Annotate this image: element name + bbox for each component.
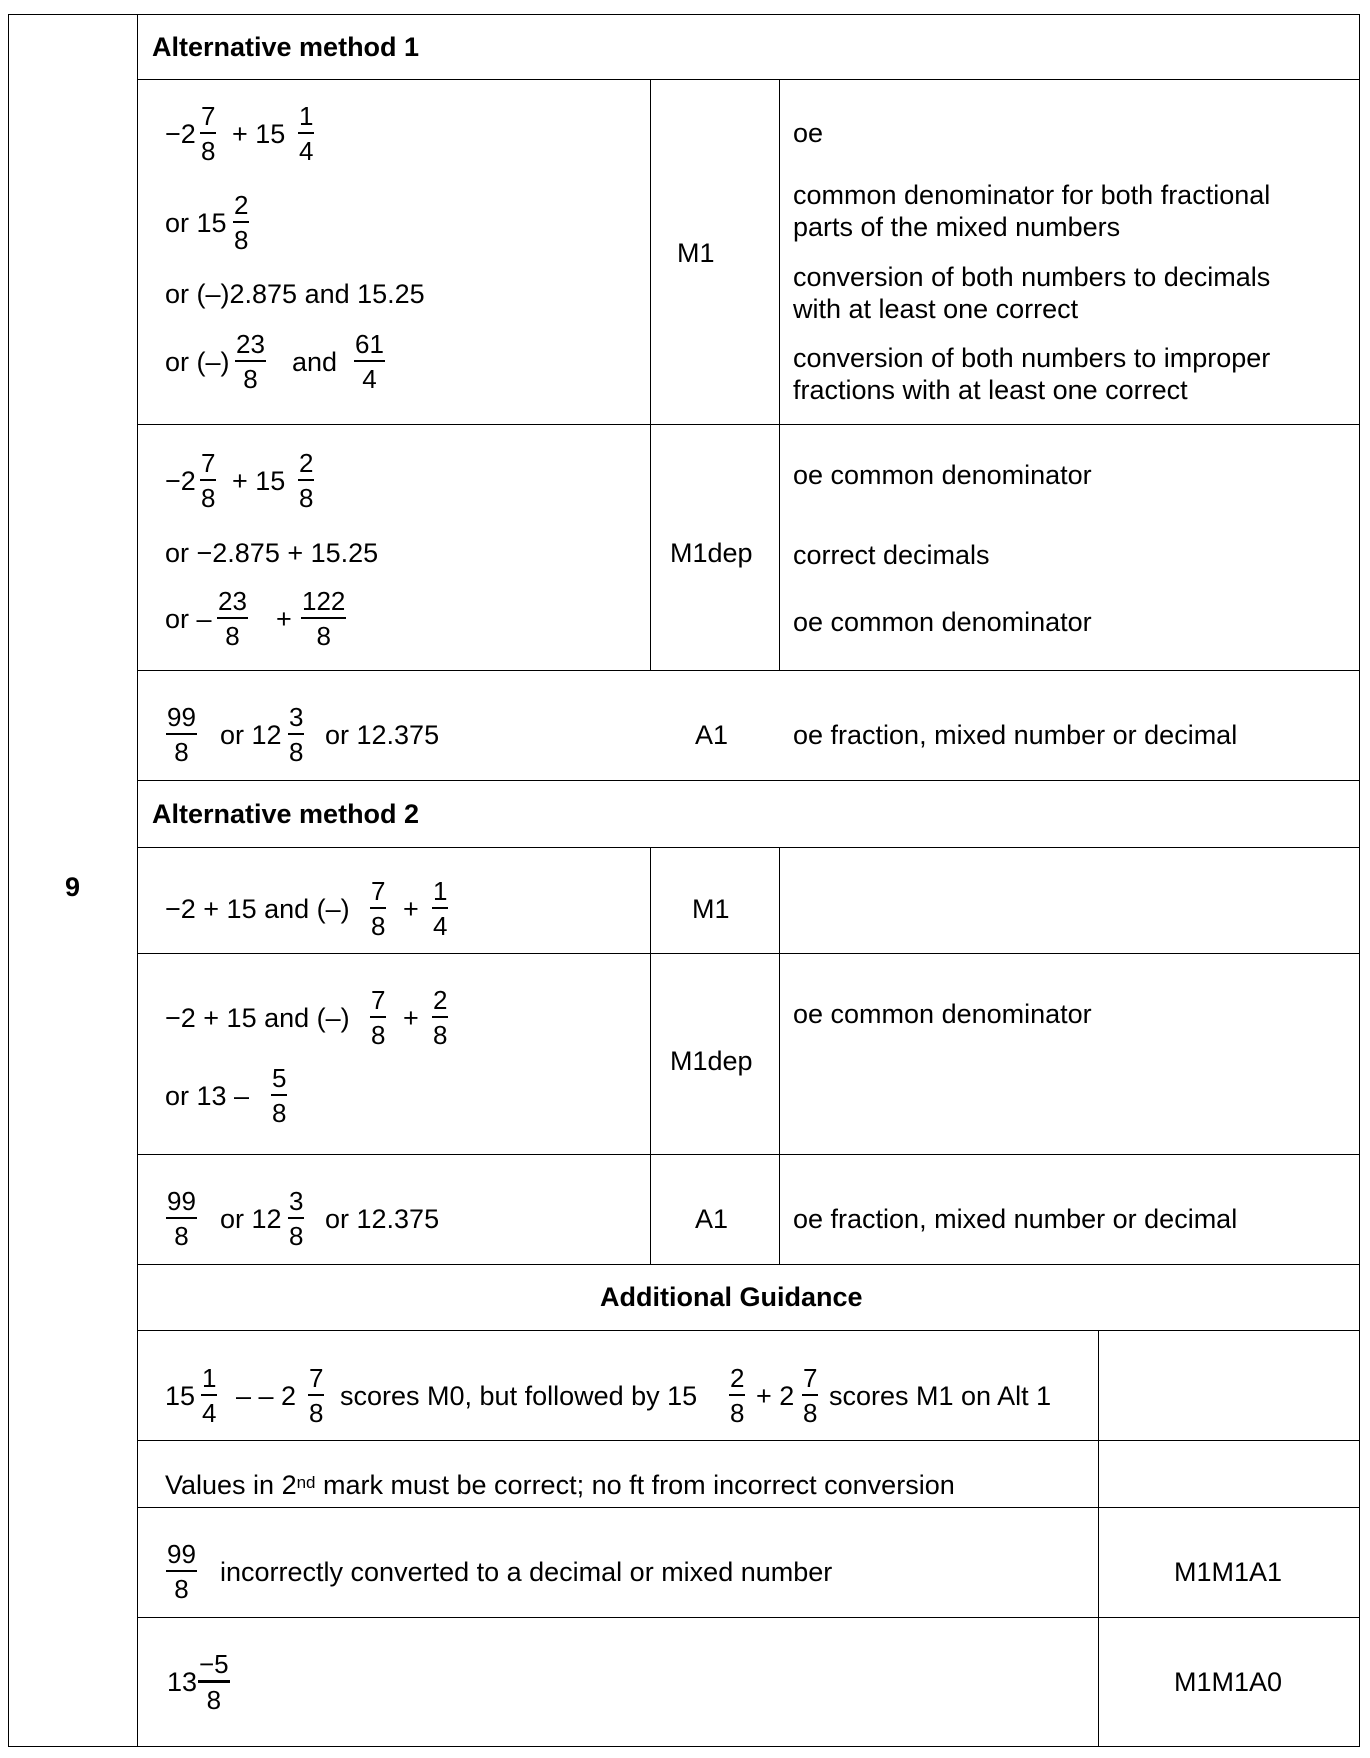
operator-text: + 15: [232, 119, 286, 149]
row-line: [137, 424, 1360, 425]
work-text: or –: [165, 604, 212, 634]
fraction: 1 4: [202, 1363, 217, 1428]
fraction: 5 8: [272, 1063, 287, 1128]
whole-number: 15: [165, 1381, 196, 1411]
alt2-heading: Alternative method 2: [152, 799, 420, 829]
comment: oe common denominator: [793, 460, 1092, 490]
fraction: 1 4: [433, 876, 448, 941]
alt2-row2-mark: M1dep: [670, 1046, 753, 1076]
work-text: and: [292, 347, 338, 377]
fraction: 7 8: [371, 985, 386, 1050]
work-text: or −2.875 + 15.25: [165, 538, 379, 568]
fraction: 7 8: [201, 101, 216, 166]
fraction: 23 8: [218, 586, 247, 651]
alt1-row3-comment: oe fraction, mixed number or decimal: [793, 720, 1238, 750]
guidance-text: Values in 2: [165, 1470, 297, 1500]
border-left: [8, 14, 9, 1747]
work-text: or 12: [220, 1204, 282, 1234]
fraction: 7 8: [803, 1363, 818, 1428]
col-line: [779, 79, 780, 670]
whole-number: −2: [165, 466, 196, 496]
fraction: 61 4: [355, 329, 384, 394]
row-line: [137, 1264, 1360, 1265]
row-line: [137, 1507, 1360, 1508]
guidance-heading: Additional Guidance: [600, 1282, 863, 1312]
operator-text: +: [403, 1003, 419, 1033]
comment: parts of the mixed numbers: [793, 212, 1121, 242]
operator-text: +: [403, 894, 419, 924]
guidance-row2: [165, 1470, 955, 1500]
operator-text: + 2: [756, 1381, 795, 1411]
comment: correct decimals: [793, 540, 990, 570]
guidance-row4-mark: M1M1A0: [1174, 1667, 1283, 1697]
col-line: [650, 847, 651, 1264]
question-number: 9: [65, 872, 81, 902]
guidance-text: scores M1 on Alt 1: [829, 1381, 1052, 1411]
operator-text: + 15: [232, 466, 286, 496]
work-text: or 13 –: [165, 1081, 250, 1111]
whole-number: 13: [167, 1667, 198, 1697]
row-line: [137, 847, 1360, 848]
row-line: [137, 1440, 1360, 1441]
work-text: −2 + 15 and (–): [165, 1003, 350, 1033]
alt2-row2-comment: oe common denominator: [793, 999, 1092, 1029]
whole-number: −2: [165, 119, 196, 149]
border-bottom: [8, 1746, 1360, 1747]
comment: fractions with at least one correct: [793, 375, 1188, 405]
comment: with at least one correct: [793, 294, 1079, 324]
row-line: [137, 670, 1360, 671]
work-text: – – 2: [236, 1381, 297, 1411]
fraction: 7 8: [309, 1363, 324, 1428]
mark-scheme-table: [8, 14, 1360, 1746]
fraction: 99 8: [167, 702, 196, 767]
alt1-row2-mark: M1dep: [670, 538, 753, 568]
col-line: [779, 847, 780, 1264]
fraction: −5 8: [199, 1649, 229, 1715]
comment: oe: [793, 118, 824, 148]
fraction: 3 8: [289, 702, 304, 767]
alt1-heading: Alternative method 1: [152, 32, 420, 62]
question-column-divider: [137, 14, 138, 1747]
alt2-row3-comment: oe fraction, mixed number or decimal: [793, 1204, 1238, 1234]
row-line: [137, 953, 1360, 954]
row-line: [137, 1330, 1360, 1331]
comment: oe common denominator: [793, 607, 1092, 637]
comment: conversion of both numbers to decimals: [793, 262, 1271, 292]
border-right: [1359, 14, 1360, 1747]
work-text: or 12: [220, 720, 282, 750]
row-line: [137, 1617, 1360, 1618]
guidance-text: scores M0, but followed by 15: [340, 1381, 698, 1411]
col-line: [650, 79, 651, 670]
border-top: [8, 14, 1360, 15]
comment: conversion of both numbers to improper: [793, 343, 1271, 373]
work-text: or 12.375: [325, 720, 440, 750]
superscript: nd: [296, 1473, 316, 1492]
alt1-row3-mark: A1: [695, 720, 729, 750]
guidance-text: mark must be correct; no ft from incorrect conversion: [315, 1470, 955, 1500]
fraction: 99 8: [167, 1186, 196, 1251]
fraction: 2 8: [730, 1363, 745, 1428]
row-line: [137, 780, 1360, 781]
work-text: or 12.375: [325, 1204, 440, 1234]
work-text: or 15: [165, 208, 227, 238]
alt1-row1-mark: M1: [677, 238, 715, 268]
fraction: 1 4: [299, 101, 314, 166]
fraction: 7 8: [201, 448, 216, 513]
col-line: [1098, 1330, 1099, 1747]
fraction: 122 8: [302, 586, 346, 651]
fraction: 7 8: [371, 876, 386, 941]
fraction: 2 8: [433, 985, 448, 1050]
work-text: or (–)2.875 and 15.25: [165, 279, 425, 309]
guidance-text: incorrectly converted to a decimal or mixed number: [220, 1557, 833, 1587]
row-line: [137, 79, 1360, 80]
guidance-row3-mark: M1M1A1: [1174, 1557, 1283, 1587]
fraction: 23 8: [236, 329, 265, 394]
work-text: −2 + 15 and (–): [165, 894, 350, 924]
comment: common denominator for both fractional: [793, 180, 1271, 210]
fraction: 2 8: [234, 190, 249, 255]
work-text: or (–): [165, 347, 230, 377]
alt2-row1-mark: M1: [692, 894, 730, 924]
row-line: [137, 1154, 1360, 1155]
fraction: 2 8: [299, 448, 314, 513]
operator-text: +: [276, 604, 292, 634]
alt2-row3-mark: A1: [695, 1204, 729, 1234]
fraction: 99 8: [167, 1539, 196, 1604]
fraction: 3 8: [289, 1186, 304, 1251]
